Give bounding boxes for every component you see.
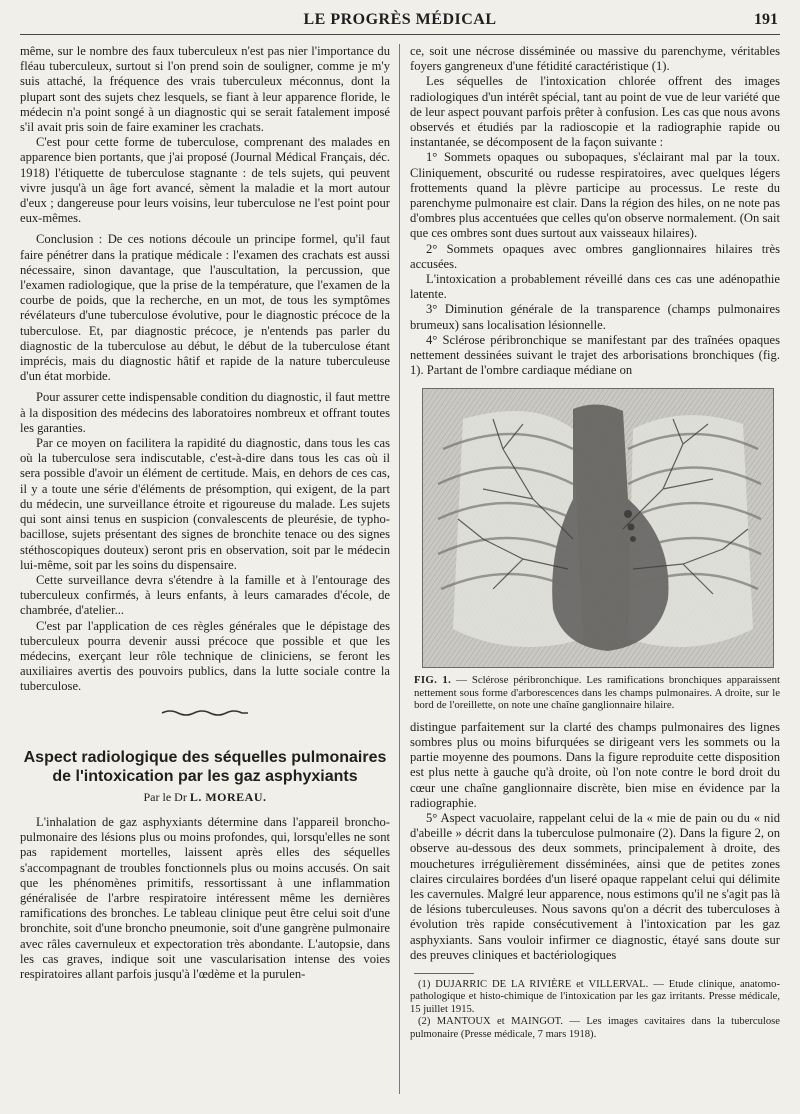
paragraph: Pour assurer cette indispensable condition du diagnostic, il faut mettre à la disposition des médecins des laboratoires nombreux et offrant toutes les garanties. bbox=[20, 390, 390, 435]
paragraph: même, sur le nombre des faux tuberculeux n'est pas nier l'importance du fléau tuberculeux, surtout si l'on prend soin de souligner, comme je m'y suis attaché, la fréquence des vrais tuberculeux méconnus, dont la plupart sont des sujets chez lesquels, se fiant à leur apparence floride, le médecin n'a point songé à un diagnostic qui se serait fatalement imposé s'il avait pris soin de faire examiner les crachats. bbox=[20, 44, 390, 135]
paragraph: 3° Diminution générale de la transparence (champs pulmonaires brumeux) sans localisation lésionnelle. bbox=[410, 302, 780, 332]
paragraph: L'inhalation de gaz asphyxiants détermine dans l'appareil broncho-pulmonaire des lésions plus ou moins profondes, qui, lorsqu'elles ne sont pas rapidement mortelles, laissent après elles des séquelles s'accompagnant de troubles fonctionnels plus ou moins accusés. On sait que les phénomènes primitifs, ressortissant à une inflammation généralisée de l'arbre respiratoire intéressent même les dernières ramifications des bronches. Le tableau clinique peut être celui soit d'une bronchite, soit d'une broncho pneumonie, soit d'une gangrène pulmonaire avec râles cavernuleux et expectoration très abondante. L'autopsie, dans les cas graves, indique soit une vascularisation intense des voies respiratoires allant parfois jusqu'à l'œdème et la purulen- bbox=[20, 814, 390, 981]
paragraph: L'intoxication a probablement réveillé dans ces cas une adénopathie latente. bbox=[410, 272, 780, 302]
paragraph: 5° Aspect vacuolaire, rappelant celui de la « mie de pain ou du « nid d'abeille » décrit dans la tuberculose pulmonaire (2). Dans la figure 2, on observe au-dessous des deux sommets, principalement à droite, des mouchetures irrégulièrement disséminées, ainsi que de petites zones claires circulaires bordées d'un liseré opaque rappelant celui qui délimite les cavernules. Malgré leur apparence, nous estimons qu'il ne s'agit pas là de lésions tuberculeuses. Nous savons qu'on a décrit des tuberculoses à évolution très rapide consécutivement à l'intoxication par les gaz asphyxiants. Sans vouloir infirmer ce diagnostic, étayé sans doute sur des preuves cliniques et bactériologiques bbox=[410, 810, 780, 962]
paragraph: ce, soit une nécrose disséminée ou massive du parenchyme, véritables foyers gangreneux d'une fétidité caractéristique (1). bbox=[410, 44, 780, 74]
paragraph: distingue parfaitement sur la clarté des champs pulmonaires des lignes sombres plus ou moins bifurquées se dirigeant vers les sommets ou la partie moyenne des poumons. Dans la figure reproduite cette disposition est plus nette à gauche qu'à droite, où l'on note contre le bord droit du cœur une chaîne ganglionnaire discrète, bien mise en évidence par la radiographie. bbox=[410, 719, 780, 810]
left-column bbox=[20, 44, 390, 982]
footnote: (1) DUJARRIC DE LA RIVIÈRE et VILLERVAL. — Etude clinique, anatomo-pathologique et histo-chimique de l'intoxication par les gaz irritants. Presse médicale, 15 juillet 1915. bbox=[410, 978, 780, 1015]
section-ornament bbox=[20, 707, 390, 722]
radiograph-figure bbox=[422, 388, 774, 668]
footnote: (2) MANTOUX et MAINGOT. — Les images cavitaires dans la tuberculose pulmonaire (Presse médicale, 7 mars 1918). bbox=[410, 1016, 780, 1040]
paragraph: Cette surveillance devra s'étendre à la famille et à l'entourage des tuberculeux confirmés, à leurs enfants, à leurs camarades d'école, de chambrée, d'atelier... bbox=[20, 572, 390, 618]
paragraph: 4° Sclérose péribronchique se manifestant par des traînées opaques nettement dessinées suivant le trajet des arborisations bronchiques (fig. 1). Partant de l'ombre cardiaque médiane on bbox=[410, 332, 780, 378]
paragraph: Les séquelles de l'intoxication chlorée offrent des images radiologiques d'un intérêt spécial, tant au point de vue de leur variété que de leur aspect pouvant parfois prêter à confusion. Les cas que nous avons observés et étudiés par la radioscopie et la radiographie rapide ou instantanée, se décomposent de la façon suivante : bbox=[410, 74, 780, 150]
byline-author: L. MOREAU. bbox=[189, 789, 267, 804]
journal-title: LE PROGRÈS MÉDICAL bbox=[303, 11, 497, 28]
running-head bbox=[20, 8, 780, 35]
ornament-divider-icon bbox=[160, 708, 250, 718]
article-title: Aspect radiologique des séquelles pulmonaires de l'intoxication par les gaz asphyxiants bbox=[23, 748, 387, 785]
byline-prefix: Par le Dr bbox=[143, 789, 187, 804]
caption-text: — Sclérose péribronchique. Les ramifications bronchiques apparaissent nettement sous forme d'arborescences dans les champs pulmonaires. A droite, sur le bord de l'oreillette, on note une chaîne ganglionnaire hilaire. bbox=[414, 674, 781, 712]
figure-caption bbox=[414, 674, 780, 711]
footnotes bbox=[410, 979, 780, 1041]
paragraph: 1° Sommets opaques ou subopaques, s'éclairant mal par la toux. Cliniquement, obscurité ou rudesse respiratoires, avec quelques légers frottements quand la plèvre participe au processus. Le reste du parenchyme pulmonaire est clair. Dans la région des hiles, on ne note pas d'ombres plus accentuées que celles qu'on observe normalement. (On sait que ces ombres sont dues surtout aux vaisseaux hilaires). bbox=[410, 150, 780, 241]
right-column bbox=[410, 44, 780, 1041]
paragraph: C'est par l'application de ces règles générales que le dépistage des tuberculeux pourra devenir aussi précoce que possible et que les médecins, exerçant leur rôle technique de cliniciens, se feront les auxiliaires avertis des pouvoirs publics, dans la lutte sociale contre la tuberculose. bbox=[20, 618, 390, 694]
caption-label: FIG. 1. bbox=[414, 674, 452, 687]
byline bbox=[20, 790, 390, 805]
paragraph: 2° Sommets opaques avec ombres ganglionnaires hilaires très accusées. bbox=[410, 241, 780, 271]
footnote-divider bbox=[414, 973, 474, 974]
conclusion-paragraph: Conclusion : De ces notions découle un principe formel, qu'il faut faire pénétrer dans la pratique médicale : l'examen des crachats est aussi nécessaire, sinon davantage, que l'auscultation, la percussion, que l'examen radiologique, que la prise de la température, que l'examen de la courbe de poids, que la recherche, en un mot, de tous les symptômes révélateurs d'une tuberculose évolutive, pour le diagnostic précoce de la tuberculose. Et, par diagnostic précoce, je n'entends pas parler du diagnostic de la tuberculose au début, le début de la tuberculose étant imprécis, mais du diagnostic hâtif et rapide de la nature tuberculeuse d'un état morbide. bbox=[20, 232, 390, 384]
paragraph: Par ce moyen on facilitera la rapidité du diagnostic, dans tous les cas où la tuberculose sera indiscutable, c'est-à-dire dans tous les cas où il sera possible d'avoir un élément de certitude. Mais, en dehors de ces cas, il y a toute une série d'éléments de présomption, qui exigent, de la part du médecin, une surveillance étroite et rigoureuse du malade. Les sujets qui sont ainsi tenus en suspicion (convalescents de pleurésie, de typho-bacillose, sujets présentant des signes de bronchite tenace ou des signes stéthoscopiques douteux) seront pris en observation, soit par le médecin lui-même, soit par les soins du dispensaire. bbox=[20, 436, 390, 572]
page-number: 191 bbox=[754, 11, 778, 28]
chest-radiograph-image bbox=[423, 389, 773, 667]
paragraph: C'est pour cette forme de tuberculose, comprenant des malades en apparence bien portants, que j'ai proposé (Journal Médical Français, déc. 1918) l'étiquette de tuberculose stagnante : de tels sujets, qui peuvent vivre jusqu'à un âge fort avancé, sèment la maladie et la mort autour d'eux ; dangereuse pour leurs voisins, leur tuberculose ne l'est point pour eux-mêmes. bbox=[20, 135, 390, 226]
column-divider bbox=[399, 44, 400, 1094]
